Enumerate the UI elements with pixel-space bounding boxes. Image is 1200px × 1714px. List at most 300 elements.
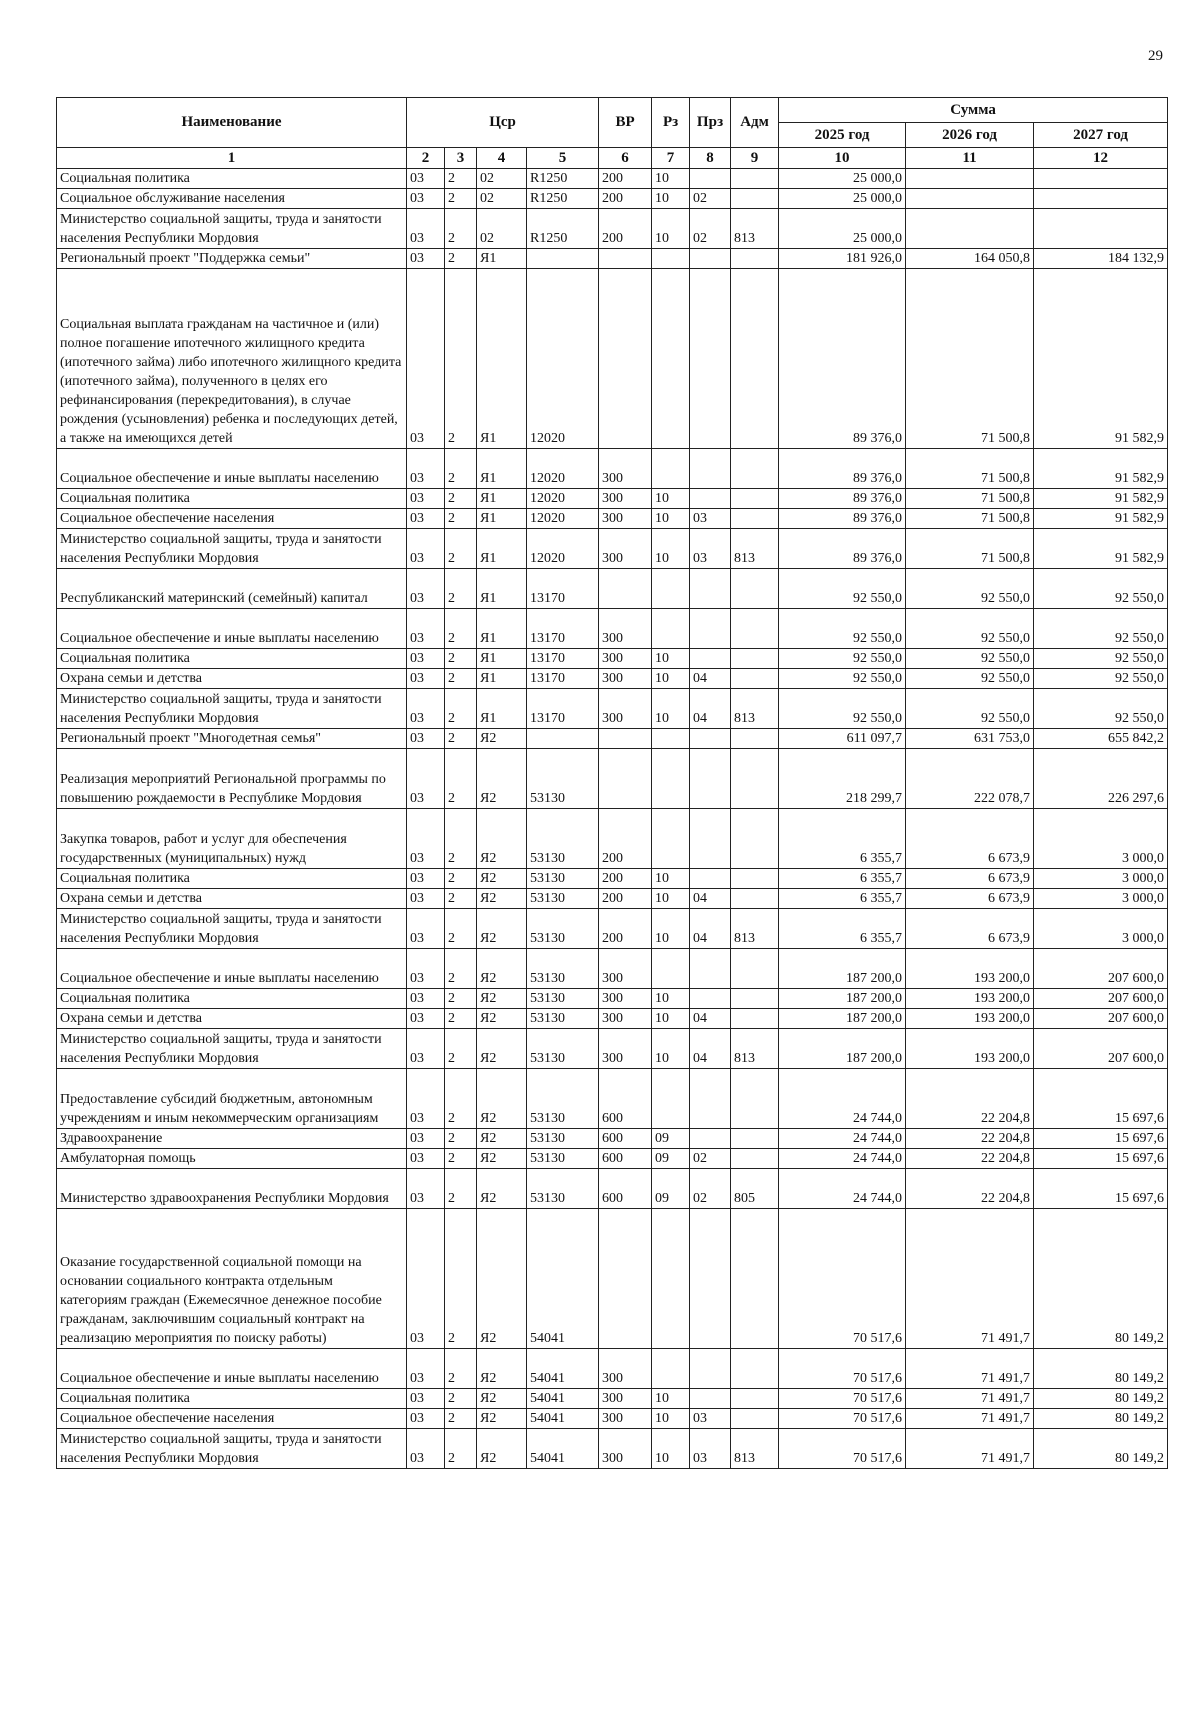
csr-direction: 53130 [527, 949, 599, 989]
row-name: Социальное обеспечение и иные выплаты населению [57, 609, 407, 649]
rz-code [652, 1069, 690, 1129]
table-row [57, 1409, 1168, 1429]
prz-code [690, 1349, 731, 1389]
prz-code [690, 729, 731, 749]
vr-code: 300 [599, 989, 652, 1009]
sum-2026 [906, 169, 1034, 189]
prz-code: 04 [690, 1009, 731, 1029]
sum-2026: 6 673,9 [906, 909, 1034, 949]
rz-code: 10 [652, 509, 690, 529]
sum-2026: 193 200,0 [906, 989, 1034, 1009]
sum-2026: 71 491,7 [906, 1409, 1034, 1429]
column-number-row [57, 148, 1168, 169]
rz-code: 10 [652, 889, 690, 909]
col-number: 12 [1034, 148, 1168, 169]
vr-code: 200 [599, 809, 652, 869]
prz-code: 02 [690, 1149, 731, 1169]
sum-2025: 25 000,0 [779, 209, 906, 249]
csr-project: Я1 [477, 449, 527, 489]
rz-code: 10 [652, 529, 690, 569]
vr-code: 200 [599, 869, 652, 889]
adm-code [731, 989, 779, 1009]
csr-direction: 54041 [527, 1409, 599, 1429]
col-number: 4 [477, 148, 527, 169]
csr-type: 2 [445, 169, 477, 189]
sum-2025: 89 376,0 [779, 449, 906, 489]
sum-2026: 71 491,7 [906, 1389, 1034, 1409]
sum-2027: 91 582,9 [1034, 269, 1168, 449]
sum-2026 [906, 189, 1034, 209]
row-name: Министерство социальной защиты, труда и занятости населения Республики Мордовия [57, 1029, 407, 1069]
csr-type: 2 [445, 249, 477, 269]
row-name: Министерство социальной защиты, труда и занятости населения Республики Мордовия [57, 689, 407, 729]
rz-code: 09 [652, 1149, 690, 1169]
sum-2025: 89 376,0 [779, 509, 906, 529]
adm-code: 813 [731, 529, 779, 569]
row-name: Охрана семьи и детства [57, 1009, 407, 1029]
sum-2025: 187 200,0 [779, 1029, 906, 1069]
col-number: 10 [779, 148, 906, 169]
table-row [57, 269, 1168, 449]
vr-code: 300 [599, 1409, 652, 1429]
sum-2027: 207 600,0 [1034, 989, 1168, 1009]
prz-code: 02 [690, 209, 731, 249]
csr-direction: 53130 [527, 1129, 599, 1149]
csr-project: Я1 [477, 489, 527, 509]
sum-2027: 80 149,2 [1034, 1389, 1168, 1409]
prz-code: 04 [690, 1029, 731, 1069]
csr-program: 03 [407, 1149, 445, 1169]
adm-code [731, 1129, 779, 1149]
table-row [57, 1389, 1168, 1409]
adm-code [731, 169, 779, 189]
sum-2026: 92 550,0 [906, 609, 1034, 649]
vr-code: 300 [599, 949, 652, 989]
prz-code: 03 [690, 529, 731, 569]
sum-2025: 187 200,0 [779, 989, 906, 1009]
vr-code: 300 [599, 1029, 652, 1069]
vr-code: 300 [599, 449, 652, 489]
table-row [57, 529, 1168, 569]
csr-project: Я1 [477, 529, 527, 569]
csr-project: Я1 [477, 689, 527, 729]
vr-code: 300 [599, 1429, 652, 1469]
sum-2027: 92 550,0 [1034, 689, 1168, 729]
csr-project: Я1 [477, 649, 527, 669]
header-summa: Сумма [779, 98, 1168, 123]
csr-project: Я2 [477, 869, 527, 889]
sum-2026: 22 204,8 [906, 1129, 1034, 1149]
vr-code [599, 569, 652, 609]
csr-project: Я2 [477, 1169, 527, 1209]
adm-code [731, 1069, 779, 1129]
sum-2026 [906, 209, 1034, 249]
adm-code [731, 609, 779, 649]
csr-program: 03 [407, 209, 445, 249]
csr-project: Я1 [477, 509, 527, 529]
adm-code: 813 [731, 1429, 779, 1469]
sum-2027: 3 000,0 [1034, 889, 1168, 909]
sum-2026: 6 673,9 [906, 809, 1034, 869]
csr-program: 03 [407, 749, 445, 809]
adm-code [731, 249, 779, 269]
prz-code: 03 [690, 1429, 731, 1469]
sum-2025: 92 550,0 [779, 649, 906, 669]
adm-code [731, 669, 779, 689]
adm-code [731, 449, 779, 489]
prz-code: 03 [690, 1409, 731, 1429]
row-name: Социальное обеспечение и иные выплаты населению [57, 449, 407, 489]
csr-direction: 12020 [527, 269, 599, 449]
col-number: 11 [906, 148, 1034, 169]
csr-program: 03 [407, 1169, 445, 1209]
header-year-2027: 2027 год [1034, 123, 1168, 148]
csr-type: 2 [445, 1409, 477, 1429]
header-adm: Адм [731, 98, 779, 148]
csr-project: Я2 [477, 909, 527, 949]
header-rz: Рз [652, 98, 690, 148]
row-name: Социальная политика [57, 169, 407, 189]
csr-project: Я2 [477, 889, 527, 909]
csr-project: Я2 [477, 1409, 527, 1429]
csr-direction: R1250 [527, 189, 599, 209]
rz-code: 10 [652, 1009, 690, 1029]
prz-code: 04 [690, 669, 731, 689]
sum-2026: 6 673,9 [906, 889, 1034, 909]
csr-program: 03 [407, 809, 445, 869]
csr-type: 2 [445, 1009, 477, 1029]
csr-direction: 53130 [527, 1009, 599, 1029]
vr-code: 300 [599, 489, 652, 509]
prz-code: 02 [690, 189, 731, 209]
table-row [57, 649, 1168, 669]
prz-code [690, 749, 731, 809]
sum-2027: 80 149,2 [1034, 1209, 1168, 1349]
csr-type: 2 [445, 1429, 477, 1469]
table-row [57, 569, 1168, 609]
rz-code [652, 809, 690, 869]
adm-code [731, 809, 779, 869]
row-name: Социальная политика [57, 489, 407, 509]
row-name: Социальная выплата гражданам на частичное и (или) полное погашение ипотечного жилищного кредита (ипотечного займа) либо ипотечного жилищного кредита (ипотечного займа), полученного в целях его рефинансирования (перекредитования), в случае рождения (усыновления) ребенка и последующих детей, а также на имеющихся детей [57, 269, 407, 449]
rz-code: 10 [652, 1429, 690, 1469]
table-row [57, 749, 1168, 809]
sum-2027: 226 297,6 [1034, 749, 1168, 809]
sum-2026: 71 491,7 [906, 1429, 1034, 1469]
sum-2027: 3 000,0 [1034, 909, 1168, 949]
sum-2027: 91 582,9 [1034, 489, 1168, 509]
sum-2026: 92 550,0 [906, 649, 1034, 669]
row-name: Социальная политика [57, 1389, 407, 1409]
csr-direction: 12020 [527, 509, 599, 529]
rz-code: 09 [652, 1169, 690, 1209]
csr-direction: 12020 [527, 449, 599, 489]
csr-program: 03 [407, 869, 445, 889]
row-name: Предоставление субсидий бюджетным, автономным учреждениям и иным некоммерческим организациям [57, 1069, 407, 1129]
csr-type: 2 [445, 569, 477, 609]
adm-code [731, 489, 779, 509]
col-number: 8 [690, 148, 731, 169]
row-name: Социальное обслуживание населения [57, 189, 407, 209]
sum-2025: 24 744,0 [779, 1149, 906, 1169]
sum-2027: 91 582,9 [1034, 509, 1168, 529]
sum-2025: 25 000,0 [779, 169, 906, 189]
row-name: Социальная политика [57, 869, 407, 889]
csr-type: 2 [445, 1129, 477, 1149]
csr-project: Я1 [477, 269, 527, 449]
csr-project: Я2 [477, 1429, 527, 1469]
sum-2025: 92 550,0 [779, 569, 906, 609]
col-number: 3 [445, 148, 477, 169]
csr-program: 03 [407, 1209, 445, 1349]
vr-code: 200 [599, 889, 652, 909]
sum-2027: 207 600,0 [1034, 1029, 1168, 1069]
prz-code [690, 449, 731, 489]
rz-code: 10 [652, 1409, 690, 1429]
rz-code [652, 269, 690, 449]
header-vr: ВР [599, 98, 652, 148]
sum-2025: 6 355,7 [779, 869, 906, 889]
adm-code [731, 749, 779, 809]
csr-program: 03 [407, 249, 445, 269]
vr-code [599, 749, 652, 809]
col-number: 5 [527, 148, 599, 169]
csr-program: 03 [407, 1429, 445, 1469]
vr-code: 300 [599, 689, 652, 729]
table-row [57, 1169, 1168, 1209]
prz-code: 04 [690, 889, 731, 909]
csr-direction: 53130 [527, 909, 599, 949]
csr-direction: 13170 [527, 689, 599, 729]
table-body [57, 169, 1168, 1469]
rz-code: 10 [652, 189, 690, 209]
csr-direction: 53130 [527, 1029, 599, 1069]
csr-program: 03 [407, 529, 445, 569]
rz-code: 10 [652, 989, 690, 1009]
csr-direction: 53130 [527, 889, 599, 909]
csr-project: 02 [477, 209, 527, 249]
csr-program: 03 [407, 1009, 445, 1029]
vr-code: 200 [599, 909, 652, 949]
csr-program: 03 [407, 189, 445, 209]
csr-type: 2 [445, 1029, 477, 1069]
table-row [57, 869, 1168, 889]
csr-type: 2 [445, 1389, 477, 1409]
csr-program: 03 [407, 169, 445, 189]
sum-2027: 80 149,2 [1034, 1429, 1168, 1469]
csr-direction: 12020 [527, 489, 599, 509]
adm-code [731, 649, 779, 669]
rz-code: 10 [652, 489, 690, 509]
csr-program: 03 [407, 569, 445, 609]
vr-code: 300 [599, 529, 652, 569]
vr-code: 600 [599, 1149, 652, 1169]
table-row [57, 189, 1168, 209]
csr-program: 03 [407, 989, 445, 1009]
table-row [57, 689, 1168, 729]
adm-code [731, 1209, 779, 1349]
col-number: 9 [731, 148, 779, 169]
sum-2026: 71 491,7 [906, 1349, 1034, 1389]
csr-direction: 54041 [527, 1389, 599, 1409]
csr-program: 03 [407, 909, 445, 949]
rz-code: 10 [652, 869, 690, 889]
vr-code: 600 [599, 1169, 652, 1209]
sum-2026: 71 500,8 [906, 489, 1034, 509]
table-row [57, 669, 1168, 689]
sum-2027: 80 149,2 [1034, 1409, 1168, 1429]
sum-2025: 24 744,0 [779, 1129, 906, 1149]
csr-direction: 54041 [527, 1349, 599, 1389]
prz-code [690, 1389, 731, 1409]
prz-code [690, 809, 731, 869]
sum-2027: 92 550,0 [1034, 669, 1168, 689]
vr-code: 300 [599, 1349, 652, 1389]
csr-type: 2 [445, 869, 477, 889]
csr-direction: 53130 [527, 749, 599, 809]
csr-project: Я2 [477, 729, 527, 749]
csr-project: Я2 [477, 1149, 527, 1169]
sum-2025: 89 376,0 [779, 489, 906, 509]
csr-direction: 12020 [527, 529, 599, 569]
csr-type: 2 [445, 909, 477, 949]
csr-direction [527, 249, 599, 269]
csr-project: Я2 [477, 1009, 527, 1029]
adm-code: 813 [731, 209, 779, 249]
csr-program: 03 [407, 889, 445, 909]
header-prz: Прз [690, 98, 731, 148]
rz-code: 10 [652, 1029, 690, 1069]
csr-type: 2 [445, 749, 477, 809]
adm-code [731, 1009, 779, 1029]
csr-program: 03 [407, 449, 445, 489]
row-name: Охрана семьи и детства [57, 889, 407, 909]
adm-code [731, 509, 779, 529]
rz-code [652, 749, 690, 809]
row-name: Охрана семьи и детства [57, 669, 407, 689]
sum-2025: 187 200,0 [779, 1009, 906, 1029]
sum-2027: 15 697,6 [1034, 1169, 1168, 1209]
csr-type: 2 [445, 809, 477, 869]
prz-code: 02 [690, 1169, 731, 1209]
csr-direction: 53130 [527, 809, 599, 869]
table-row [57, 949, 1168, 989]
csr-type: 2 [445, 669, 477, 689]
sum-2026: 6 673,9 [906, 869, 1034, 889]
sum-2026: 22 204,8 [906, 1169, 1034, 1209]
sum-2026: 193 200,0 [906, 1029, 1034, 1069]
table-row [57, 169, 1168, 189]
prz-code [690, 169, 731, 189]
csr-direction: R1250 [527, 209, 599, 249]
rz-code [652, 1349, 690, 1389]
csr-type: 2 [445, 609, 477, 649]
rz-code: 09 [652, 1129, 690, 1149]
row-name: Региональный проект "Поддержка семьи" [57, 249, 407, 269]
rz-code: 10 [652, 209, 690, 249]
rz-code: 10 [652, 169, 690, 189]
csr-direction: 53130 [527, 1169, 599, 1209]
csr-project: Я2 [477, 1069, 527, 1129]
rz-code [652, 1209, 690, 1349]
sum-2027: 655 842,2 [1034, 729, 1168, 749]
sum-2027: 3 000,0 [1034, 809, 1168, 869]
sum-2025: 92 550,0 [779, 669, 906, 689]
csr-type: 2 [445, 209, 477, 249]
table-row [57, 1149, 1168, 1169]
sum-2026: 71 491,7 [906, 1209, 1034, 1349]
header-year-2025: 2025 год [779, 123, 906, 148]
sum-2026: 193 200,0 [906, 949, 1034, 989]
csr-program: 03 [407, 689, 445, 729]
sum-2025: 6 355,7 [779, 909, 906, 949]
sum-2025: 89 376,0 [779, 529, 906, 569]
table-row [57, 489, 1168, 509]
sum-2027: 91 582,9 [1034, 449, 1168, 489]
csr-program: 03 [407, 649, 445, 669]
csr-direction: 13170 [527, 669, 599, 689]
csr-program: 03 [407, 509, 445, 529]
rz-code [652, 729, 690, 749]
adm-code: 813 [731, 689, 779, 729]
adm-code [731, 189, 779, 209]
row-name: Социальная политика [57, 989, 407, 1009]
rz-code [652, 449, 690, 489]
rz-code: 10 [652, 669, 690, 689]
vr-code [599, 249, 652, 269]
sum-2027: 80 149,2 [1034, 1349, 1168, 1389]
vr-code: 600 [599, 1129, 652, 1149]
csr-type: 2 [445, 989, 477, 1009]
sum-2027 [1034, 189, 1168, 209]
sum-2027: 3 000,0 [1034, 869, 1168, 889]
sum-2026: 222 078,7 [906, 749, 1034, 809]
row-name: Министерство социальной защиты, труда и занятости населения Республики Мордовия [57, 909, 407, 949]
row-name: Реализация мероприятий Региональной программы по повышению рождаемости в Республике Мордовия [57, 749, 407, 809]
csr-type: 2 [445, 509, 477, 529]
csr-direction [527, 729, 599, 749]
col-number: 6 [599, 148, 652, 169]
vr-code: 300 [599, 1389, 652, 1409]
prz-code [690, 1209, 731, 1349]
col-number: 1 [57, 148, 407, 169]
adm-code [731, 1349, 779, 1389]
header-year-2026: 2026 год [906, 123, 1034, 148]
csr-type: 2 [445, 1169, 477, 1209]
prz-code [690, 489, 731, 509]
adm-code [731, 869, 779, 889]
sum-2026: 22 204,8 [906, 1069, 1034, 1129]
sum-2026: 22 204,8 [906, 1149, 1034, 1169]
vr-code: 200 [599, 189, 652, 209]
sum-2025: 92 550,0 [779, 689, 906, 729]
rz-code [652, 569, 690, 609]
prz-code [690, 269, 731, 449]
csr-program: 03 [407, 1069, 445, 1129]
csr-type: 2 [445, 489, 477, 509]
csr-project: 02 [477, 169, 527, 189]
sum-2026: 71 500,8 [906, 449, 1034, 489]
adm-code [731, 1389, 779, 1409]
table-row [57, 209, 1168, 249]
adm-code: 813 [731, 1029, 779, 1069]
sum-2025: 70 517,6 [779, 1409, 906, 1429]
row-name: Социальное обеспечение населения [57, 1409, 407, 1429]
table-row [57, 989, 1168, 1009]
csr-project: Я2 [477, 989, 527, 1009]
row-name: Министерство социальной защиты, труда и занятости населения Республики Мордовия [57, 529, 407, 569]
sum-2026: 71 500,8 [906, 529, 1034, 569]
